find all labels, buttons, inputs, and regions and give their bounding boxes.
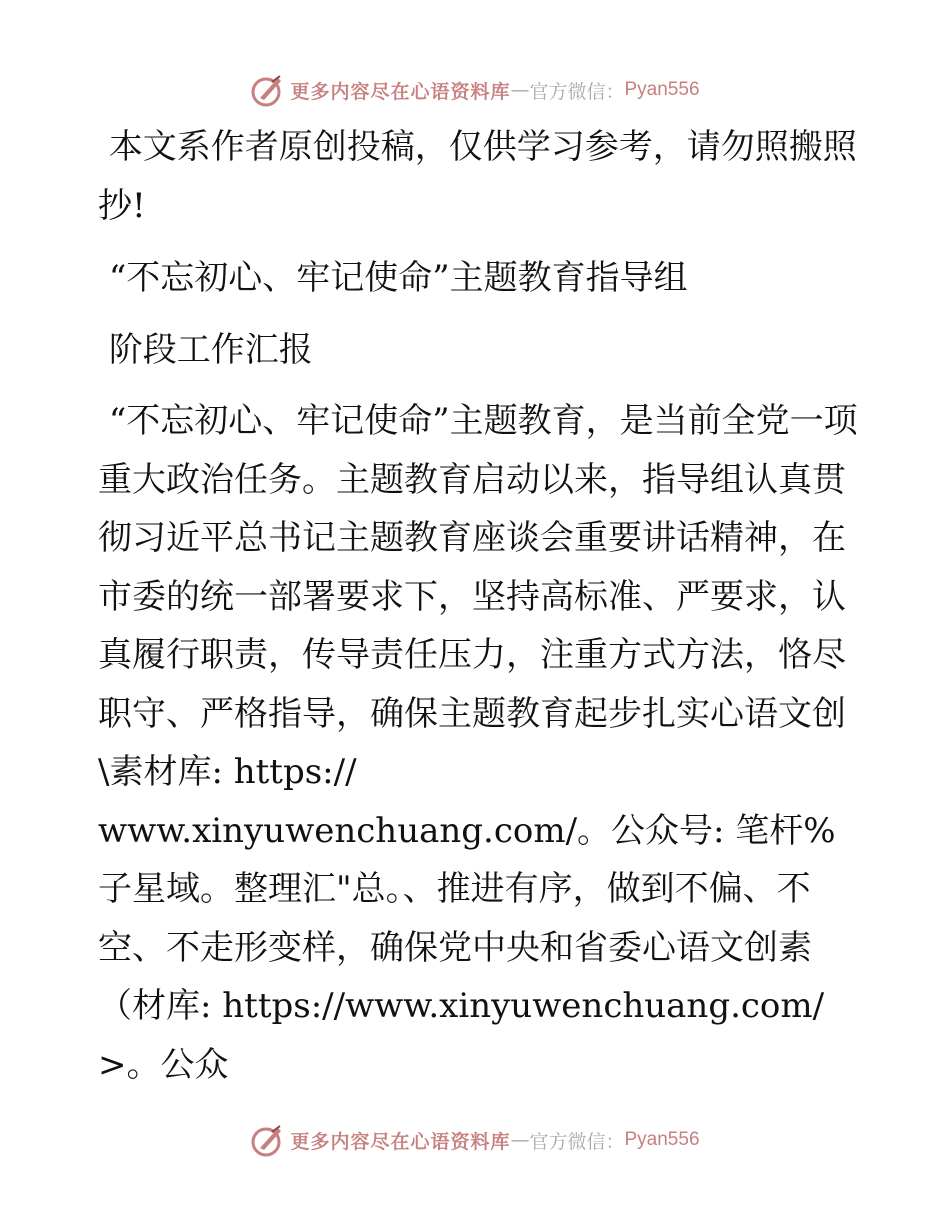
document-subtitle: 阶段工作汇报 [98, 329, 313, 370]
header-separator: — [510, 79, 530, 101]
copyright-notice: 本文系作者原创投稿，仅供学习参考，请勿照搬照抄! [98, 127, 857, 226]
quill-pen-logo-icon [250, 1122, 286, 1158]
document-title: “不忘初心、牢记使命”主题教育指导组 [98, 258, 688, 298]
footer-wechat-label: 官方微信： [529, 1130, 625, 1153]
header-wechat-id: Pyan556 [624, 79, 700, 100]
footer-wechat-id: Pyan556 [624, 1129, 700, 1150]
header-brand-text: 更多内容尽在心语资料库 [290, 80, 511, 103]
header-wechat-label: 官方微信： [529, 80, 625, 103]
header-banner [0, 70, 950, 110]
footer-banner [0, 1120, 950, 1160]
document-content [98, 118, 858, 1094]
footer-separator: — [510, 1129, 530, 1151]
quill-pen-logo-icon [250, 72, 286, 108]
body-paragraph: “不忘初心、牢记使命”主题教育，是当前全党一项重大政治任务。主题教育启动以来，指导组认真贯彻习近平总书记主题教育座谈会重要讲话精神，在市委的统一部署要求下，坚持高标准、严要求，认真履行职责，传导责任压力，注重方式方法，恪尽职守、严格指导，确保主题教育起步扎实心语文创\素材库: https:// www.xinyuwenchuang.com/。公众号: 笔杆%子星域。整理汇"总。、推进有序，做到不偏、不空、不走形变样，确保党中央和省委心语文创素（材库: https://www.xinyuwenchuang.com/>。公众 [98, 401, 858, 1085]
footer-brand-text: 更多内容尽在心语资料库 [290, 1130, 511, 1153]
